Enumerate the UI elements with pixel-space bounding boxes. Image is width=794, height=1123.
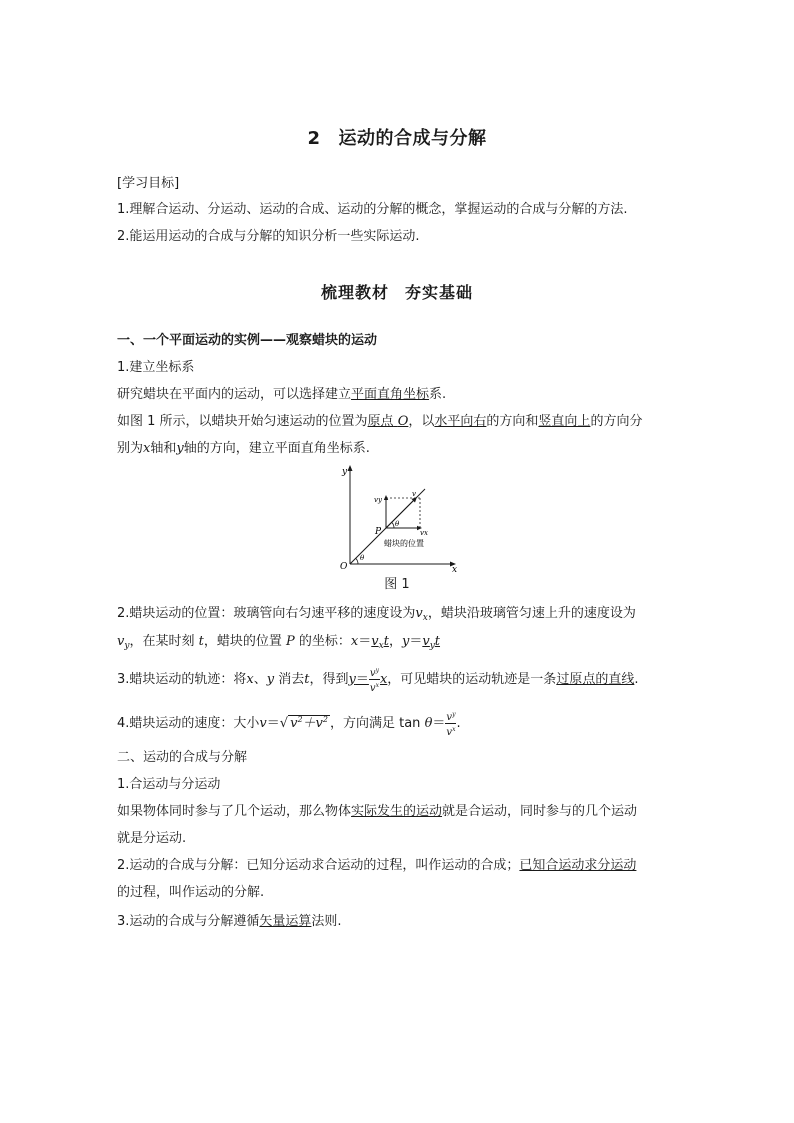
answer-underline: 过原点的直线	[556, 672, 635, 687]
text: .	[456, 716, 461, 731]
objectives-label: [学习目标]	[117, 176, 180, 191]
part2-heading: 二、运动的合成与分解	[117, 750, 248, 765]
label-candle-position: 蜡块的位置	[384, 539, 424, 548]
label-x: x	[452, 565, 458, 574]
answer-underline: 平面直角坐标	[351, 387, 430, 402]
point-o: O	[397, 414, 409, 429]
section-title-a: 梳理教材	[320, 283, 389, 302]
part1-heading: 一、一个平面运动的实例——观察蜡块的运动	[117, 333, 378, 348]
text: 4.蜡块运动的速度：大小	[117, 716, 260, 731]
text: 原点	[367, 414, 394, 429]
var-y: y	[176, 441, 184, 456]
part1-sub4: 4.蜡块运动的速度：大小v＝√ $v^2+v^2$ ，方向满足 tan θ＝ $\frac{v^y}{v^x}$ .	[117, 706, 679, 738]
text: ，方向满足 tan	[329, 716, 421, 731]
text: 2.运动的合成与分解：已知分运动求合运动的过程，叫作运动的合成；	[117, 858, 520, 873]
part1-line2	[117, 408, 679, 436]
lesson-title	[0, 124, 794, 150]
answer-underline: 已知合运动求分运动	[519, 858, 637, 873]
part2-line1	[117, 798, 679, 826]
text: ，蜡块的位置	[203, 634, 282, 649]
figure-caption: 图 1	[384, 577, 410, 592]
answer-underline: $v_xt$	[371, 634, 389, 651]
section-title	[0, 280, 794, 303]
answer-underline: 矢量运算	[259, 914, 312, 929]
part2-sub2-line2: 的过程，叫作运动的分解.	[117, 885, 265, 900]
answer-underline: 水平向右	[434, 414, 487, 429]
text: 如图 1 所示，以蜡块开始匀速运动的位置为	[117, 414, 368, 429]
text: ，蜡块沿玻璃管匀速上升的速度设为	[427, 606, 636, 621]
text: 的方向分	[590, 414, 643, 429]
text: 的方向和	[486, 414, 539, 429]
text: 研究蜡块在平面内的运动，可以选择建立	[117, 387, 352, 402]
answer-underline: 竖直向上	[538, 414, 591, 429]
trajectory-equation: y＝ $\frac{v^y}{v^x}$ x	[348, 667, 388, 694]
part1-sub3: 3.蜡块运动的轨迹：将x、y 消去t，得到y＝ $\frac{v^y}{v^x}$ x，可见蜡块的运动轨迹是一条过原点的直线.	[117, 667, 639, 694]
v-vector	[386, 499, 415, 528]
var-x: x	[143, 441, 151, 456]
angle-arc-origin	[356, 558, 358, 564]
label-vx: vx	[420, 529, 428, 537]
text: 轴的方向，建立平面直角坐标系.	[183, 441, 370, 456]
text: 就是合运动，同时参与的几个运动	[442, 804, 638, 819]
answer-underline	[368, 414, 409, 429]
label-vy: vy	[374, 496, 382, 504]
text: 3.蜡块运动的轨迹：将	[117, 672, 247, 687]
label-y: y	[342, 467, 348, 477]
objective-1: 1.理解合运动、分运动、运动的合成、运动的分解的概念，掌握运动的合成与分解的方法.	[117, 202, 628, 217]
lesson-title-text: 运动的合成与分解	[338, 128, 487, 149]
text: 法则.	[311, 914, 342, 929]
part1-sub1: 1.建立坐标系	[117, 360, 195, 375]
vy-arrow	[384, 495, 388, 500]
answer-underline: 实际发生的运动	[351, 804, 443, 819]
sqrt-expression: √ $v^2+v^2$	[279, 715, 328, 731]
angle-arc-p	[392, 522, 394, 528]
label-p: P	[375, 527, 382, 537]
text: .	[634, 672, 639, 687]
part1-line3	[117, 435, 679, 463]
part2-sub2-line1	[117, 852, 679, 880]
label-v: v	[412, 490, 416, 498]
text: 别为	[117, 441, 144, 456]
part2-sub1: 1.合运动与分运动	[117, 777, 221, 792]
label-o: O	[340, 562, 348, 572]
label-theta-p: θ	[395, 520, 400, 528]
answer-underline: $v_yt$	[422, 634, 441, 651]
label-theta-origin: θ	[360, 554, 365, 562]
text: 消去	[278, 672, 305, 687]
part1-sub2-line1: 2.蜡块运动的位置：玻璃管向右匀速平移的速度设为$v_x$，蜡块沿玻璃管匀速上升的速度设为	[117, 606, 636, 623]
text: ，以	[408, 414, 435, 429]
part1-line1	[117, 381, 679, 409]
figure-1-diagram	[336, 462, 462, 574]
text: ，可见蜡块的运动轨迹是一条	[387, 672, 557, 687]
text: ，在某时刻	[129, 634, 195, 649]
text: 、	[253, 672, 267, 687]
text: 如果物体同时参与了几个运动，那么物体	[117, 804, 352, 819]
text: ，得到	[309, 672, 349, 687]
text: 系.	[429, 387, 447, 402]
part2-line2: 就是分运动.	[117, 831, 187, 846]
part1-sub2-line2: $v_y$，在某时刻 t，蜡块的位置 P 的坐标：$x=v_xt$，$y=v_yt$	[117, 634, 441, 651]
lesson-number: 2	[307, 128, 321, 149]
text: 3.运动的合成与分解遵循	[117, 914, 260, 929]
y-axis-arrow	[348, 465, 353, 471]
text: 2.蜡块运动的位置：玻璃管向右匀速平移的速度设为	[117, 606, 416, 621]
text: 轴和	[150, 441, 177, 456]
objective-2: 2.能运用运动的合成与分解的知识分析一些实际运动.	[117, 229, 420, 244]
section-title-b: 夯实基础	[405, 283, 474, 302]
part2-sub3	[117, 908, 679, 936]
text: 的坐标：	[298, 634, 351, 649]
